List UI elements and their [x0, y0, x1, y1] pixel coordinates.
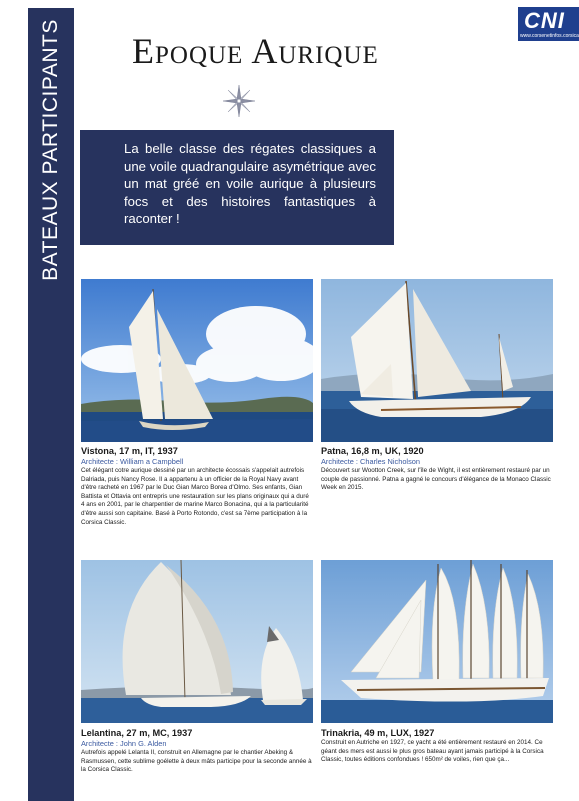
boat-architect: Architecte : Charles Nicholson [321, 457, 420, 466]
boat-architect: Architecte : William a Campbell [81, 457, 184, 466]
boat-name: Vistona, 17 m, IT, 1937 [81, 446, 178, 456]
boat-name: Lelantina, 27 m, MC, 1937 [81, 728, 193, 738]
photo-patna [321, 279, 553, 442]
logo-url: www.corsenetinfos.corsica [520, 33, 579, 39]
compass-rose-icon [222, 84, 256, 118]
caption-lelantina [81, 728, 313, 775]
photo-vistona [81, 279, 313, 442]
boat-description: Autrefois appelé Lelanta II, construit en Allemagne par le chantier Abeking & Rasmussen, cette sublime goélette à deux mâts participe pour la seconde année à la Corsica Classic. [81, 749, 312, 774]
boat-architect: Architecte : John G. Alden [81, 739, 167, 748]
caption-trinakria [321, 728, 553, 765]
caption-vistona [81, 446, 313, 527]
caption-patna [321, 446, 553, 493]
logo-text: CNI [524, 8, 565, 33]
boat-name: Trinakria, 49 m, LUX, 1927 [321, 728, 435, 738]
boat-description: Cet élégant cotre aurique dessiné par un architecte écossais s'appelait autrefois Dalriada, puis Nancy Rose. Il a appartenu à un officier de la Royal Navy avant d'être racheté en 1967 par le Duc Gian Marco Borea d'Olmo. Ses enfants, Gian Battista et Ottavia ont entrepris une restauration sur les plans originaux qui a duré 4 ans en 2001, par le charpentier de marine Marco Bonacina, qui a la particularité d'être aussi son capitaine. Basé à Porto Rotondo, c'est sa 7ème participation à la Corsica Classic. [81, 467, 309, 526]
boat-description: Construit en Autriche en 1927, ce yacht a été entièrement restauré en 2014. Ce géant des mers est aussi le plus gros bateau ayant jamais participé à la Corsica Classic, toutes éditions confondues ! 650m² de voiles, rien que ça... [321, 739, 544, 764]
boat-description: Découvert sur Wootton Creek, sur l'île de Wight, il est entièrement restauré par un couple de passionné. Patna a gagné le concours d'élégance de la Monaco Classic Week en 2015. [321, 467, 551, 492]
intro-box [80, 130, 394, 245]
page-title: Epoque Aurique [132, 31, 379, 71]
photo-trinakria [321, 560, 553, 723]
intro-text: La belle classe des régates classiques a une voile quadrangulaire asymétrique avec un mat gréé en voile aurique à plusieurs focs et des histoires fantastiques à raconter ! [124, 141, 376, 226]
cni-logo[interactable] [518, 7, 579, 41]
section-label: BATEAUX PARTICIPANTS [39, 19, 62, 281]
boat-name: Patna, 16,8 m, UK, 1920 [321, 446, 424, 456]
photo-lelantina [81, 560, 313, 723]
